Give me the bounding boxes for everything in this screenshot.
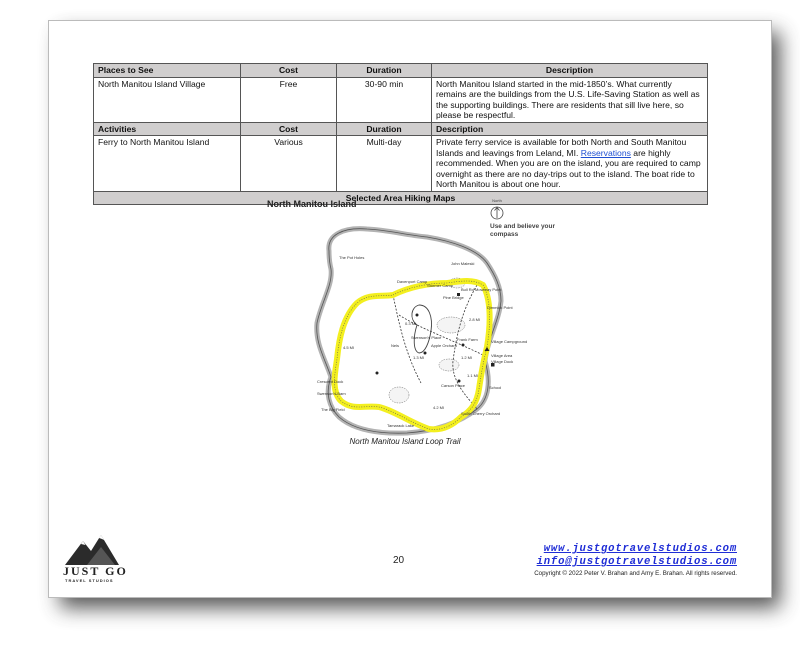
activity-cost: Various: [241, 136, 337, 192]
copyright-text: Copyright © 2022 Peter V. Brahan and Amy E. Brahan. All rights reserved.: [534, 570, 737, 577]
col-header-duration: Duration: [337, 122, 432, 136]
reservations-link[interactable]: Reservations: [580, 147, 631, 158]
map-label: Frank Farm: [457, 337, 478, 342]
col-header-activities: Activities: [94, 122, 241, 136]
map-label: Bull Rd Mowbray Point: [461, 287, 502, 292]
contact-block: [534, 543, 737, 577]
places-activities-table: [93, 63, 708, 205]
email-link[interactable]: info@justgotravelstudios.com: [536, 556, 737, 568]
map-label: Village Dock: [491, 359, 514, 364]
description-text: Private ferry service is available for both North and South Manitou Islands and leavings from Leland, MI.: [436, 137, 687, 158]
table-row: [94, 136, 708, 192]
activities-header-row: [94, 122, 708, 136]
banner-row: [94, 191, 708, 205]
map-label: 1.1 MI: [467, 373, 479, 378]
map-label: Tamarack Lake: [387, 423, 415, 428]
section-banner: Selected Area Hiking Maps: [94, 191, 708, 205]
col-header-places: Places to See: [94, 64, 241, 78]
map-label: Davenport Camp: [397, 279, 428, 284]
map-title: North Manitou Island: [267, 199, 357, 209]
map-label: 4.5 MI: [343, 345, 355, 350]
col-header-cost: Cost: [241, 122, 337, 136]
just-go-logo: [59, 527, 139, 589]
col-header-description: Description: [432, 64, 708, 78]
compass-note: Use and believe your compass: [490, 223, 556, 238]
description-text: are highly recommended. When you are on the island, you are required to camp overnight as there are no day-trips out to the island. The boat ride to North Manitou is about one hour.: [436, 147, 701, 189]
table-row: [94, 77, 708, 122]
logo-text: JUST GO: [63, 564, 128, 578]
map-label: 0.3 MI: [405, 321, 417, 326]
col-header-cost: Cost: [241, 64, 337, 78]
map-label: Village Campground: [491, 339, 528, 344]
map-label: Stormer Camp: [427, 283, 454, 288]
north-label: North: [492, 198, 502, 203]
map-label: Swenson's Place: [411, 335, 442, 340]
map-label: South Cherry Orchard: [461, 411, 501, 416]
map-label: 2.8 MI: [469, 317, 481, 322]
document-page: [48, 20, 772, 598]
map-label: Village Area: [491, 353, 513, 358]
map-label: John Maleski: [451, 261, 475, 266]
place-name: North Manitou Island Village: [94, 77, 241, 122]
website-link[interactable]: www.justgotravelstudios.com: [543, 543, 737, 555]
map-label: 4.2 MI: [433, 405, 445, 410]
map-label: Apple Orchard: [431, 343, 457, 348]
map-caption: North Manitou Island Loop Trail: [349, 437, 461, 446]
place-cost: Free: [241, 77, 337, 122]
map-label: Dimmick Point: [487, 305, 513, 310]
col-header-description: Description: [432, 122, 708, 136]
map-label: Swenson's Barn: [317, 391, 346, 396]
logo-subtext: TRAVEL STUDIOS: [65, 578, 114, 583]
place-description: North Manitou Island started in the mid-1850’s. What currently remains are the buildings from the U.S. Life-Saving Station as well as the supporting buildings. There are residents that sill live here, so please be respectful.: [432, 77, 708, 122]
mountain-logo-icon: [59, 527, 139, 567]
map-label: The Pot Holes: [339, 255, 365, 260]
map-label: Crescent Dock: [317, 379, 344, 384]
map-label: 1.2 MI: [461, 355, 473, 360]
activity-name: Ferry to North Manitou Island: [94, 136, 241, 192]
map-label: 1.3 MI: [413, 355, 425, 360]
map-label: Pine Bridge: [443, 295, 464, 300]
map-label: Carson Place: [441, 383, 466, 388]
map-label: Nels: [391, 343, 400, 348]
page-number: 20: [393, 555, 405, 566]
activity-duration: Multi-day: [337, 136, 432, 192]
activity-description: [432, 136, 708, 192]
places-header-row: [94, 64, 708, 78]
map-label: The Big Field: [321, 407, 345, 412]
map-label: School: [489, 385, 502, 390]
col-header-duration: Duration: [337, 64, 432, 78]
place-duration: 30-90 min: [337, 77, 432, 122]
